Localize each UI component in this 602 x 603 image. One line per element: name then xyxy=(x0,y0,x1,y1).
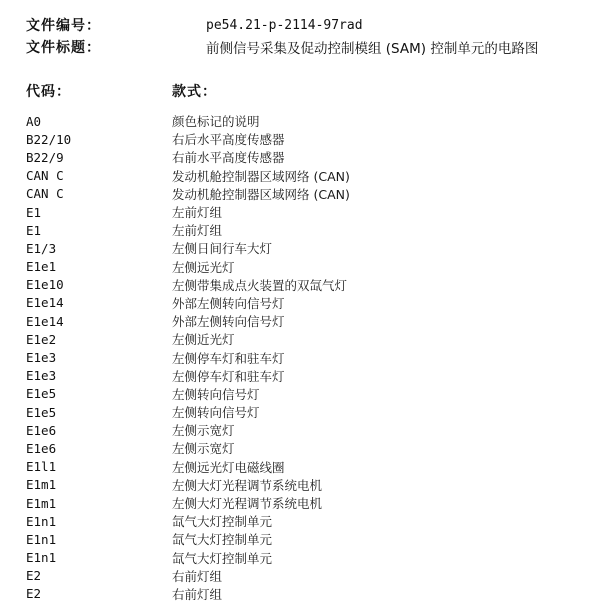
list-item xyxy=(26,130,596,148)
list-item xyxy=(26,348,596,366)
component-description: 发动机舱控制器区域网络 (CAN) xyxy=(172,186,350,202)
list-item xyxy=(26,530,596,548)
list-item xyxy=(26,258,596,276)
component-code: E1n1 xyxy=(26,550,57,566)
component-code: E1m1 xyxy=(26,495,57,511)
component-code: CAN C xyxy=(26,186,64,202)
component-description: 左侧停车灯和驻车灯 xyxy=(172,350,285,366)
doc-number-value: pe54.21-p-2114-97rad xyxy=(206,17,363,33)
list-item xyxy=(26,476,596,494)
list-item xyxy=(26,167,596,185)
component-description: 左侧大灯光程调节系统电机 xyxy=(172,496,323,512)
list-item xyxy=(26,549,596,567)
component-description: 右前水平高度传感器 xyxy=(172,150,285,166)
document-page xyxy=(26,14,596,603)
component-description: 右前灯组 xyxy=(172,568,223,584)
component-description: 左前灯组 xyxy=(172,205,223,221)
list-item xyxy=(26,185,596,203)
doc-number-label: 文件编号： xyxy=(26,18,101,34)
component-description: 氙气大灯控制单元 xyxy=(172,514,273,530)
component-code: E1e3 xyxy=(26,368,57,384)
list-item xyxy=(26,439,596,457)
component-code: E1e6 xyxy=(26,422,57,438)
list-item xyxy=(26,221,596,239)
component-code: E1e5 xyxy=(26,404,57,420)
component-description: 氙气大灯控制单元 xyxy=(172,532,273,548)
list-item xyxy=(26,458,596,476)
component-code: E1n1 xyxy=(26,531,57,547)
component-description: 颜色标记的说明 xyxy=(172,114,260,130)
component-code: E1e2 xyxy=(26,331,57,347)
component-description: 左侧大灯光程调节系统电机 xyxy=(172,477,323,493)
component-code: E1n1 xyxy=(26,513,57,529)
component-list xyxy=(26,112,596,603)
list-item xyxy=(26,294,596,312)
component-description: 左前灯组 xyxy=(172,223,223,239)
list-item xyxy=(26,585,596,603)
list-item xyxy=(26,367,596,385)
list-item xyxy=(26,494,596,512)
component-description: 左侧远光灯电磁线圈 xyxy=(172,459,285,475)
doc-title-label: 文件标题： xyxy=(26,40,101,56)
code-column-header: 代码： xyxy=(26,84,71,100)
list-item xyxy=(26,512,596,530)
component-description: 右前灯组 xyxy=(172,586,223,602)
list-item xyxy=(26,148,596,166)
component-description: 外部左侧转向信号灯 xyxy=(172,295,285,311)
list-item xyxy=(26,403,596,421)
component-description: 左侧示宽灯 xyxy=(172,423,235,439)
list-item xyxy=(26,421,596,439)
component-code: E2 xyxy=(26,568,42,584)
doc-title-row xyxy=(26,36,596,58)
component-code: E1 xyxy=(26,222,42,238)
component-description: 左侧转向信号灯 xyxy=(172,405,260,421)
component-code: E1e10 xyxy=(26,277,64,293)
list-item xyxy=(26,567,596,585)
component-code: E1e14 xyxy=(26,313,64,329)
component-description: 左侧示宽灯 xyxy=(172,441,235,457)
component-description: 左侧近光灯 xyxy=(172,332,235,348)
component-code: E2 xyxy=(26,586,42,602)
component-code: CAN C xyxy=(26,168,64,184)
list-item xyxy=(26,312,596,330)
doc-title-value: 前侧信号采集及促动控制模组 (SAM) 控制单元的电路图 xyxy=(206,41,539,57)
description-column-header: 款式： xyxy=(172,84,217,100)
column-header-row xyxy=(26,80,596,102)
component-code: E1e5 xyxy=(26,386,57,402)
component-code: E1e1 xyxy=(26,259,57,275)
component-code: E1/3 xyxy=(26,240,57,256)
component-code: E1e6 xyxy=(26,440,57,456)
component-code: E1e3 xyxy=(26,350,57,366)
component-description: 外部左侧转向信号灯 xyxy=(172,314,285,330)
component-description: 右后水平高度传感器 xyxy=(172,132,285,148)
doc-number-row xyxy=(26,14,596,36)
list-item xyxy=(26,203,596,221)
component-code: E1 xyxy=(26,204,42,220)
component-description: 左侧转向信号灯 xyxy=(172,386,260,402)
component-description: 左侧远光灯 xyxy=(172,259,235,275)
component-description: 左侧日间行车大灯 xyxy=(172,241,273,257)
list-item xyxy=(26,112,596,130)
list-item xyxy=(26,330,596,348)
component-description: 左侧带集成点火装置的双氙气灯 xyxy=(172,277,348,293)
list-item xyxy=(26,276,596,294)
list-item xyxy=(26,239,596,257)
component-code: A0 xyxy=(26,113,42,129)
component-code: E1l1 xyxy=(26,459,57,475)
component-code: B22/9 xyxy=(26,149,64,165)
component-code: E1e14 xyxy=(26,295,64,311)
component-description: 发动机舱控制器区域网络 (CAN) xyxy=(172,168,350,184)
component-description: 氙气大灯控制单元 xyxy=(172,550,273,566)
component-code: B22/10 xyxy=(26,131,72,147)
list-item xyxy=(26,385,596,403)
component-code: E1m1 xyxy=(26,477,57,493)
component-description: 左侧停车灯和驻车灯 xyxy=(172,368,285,384)
